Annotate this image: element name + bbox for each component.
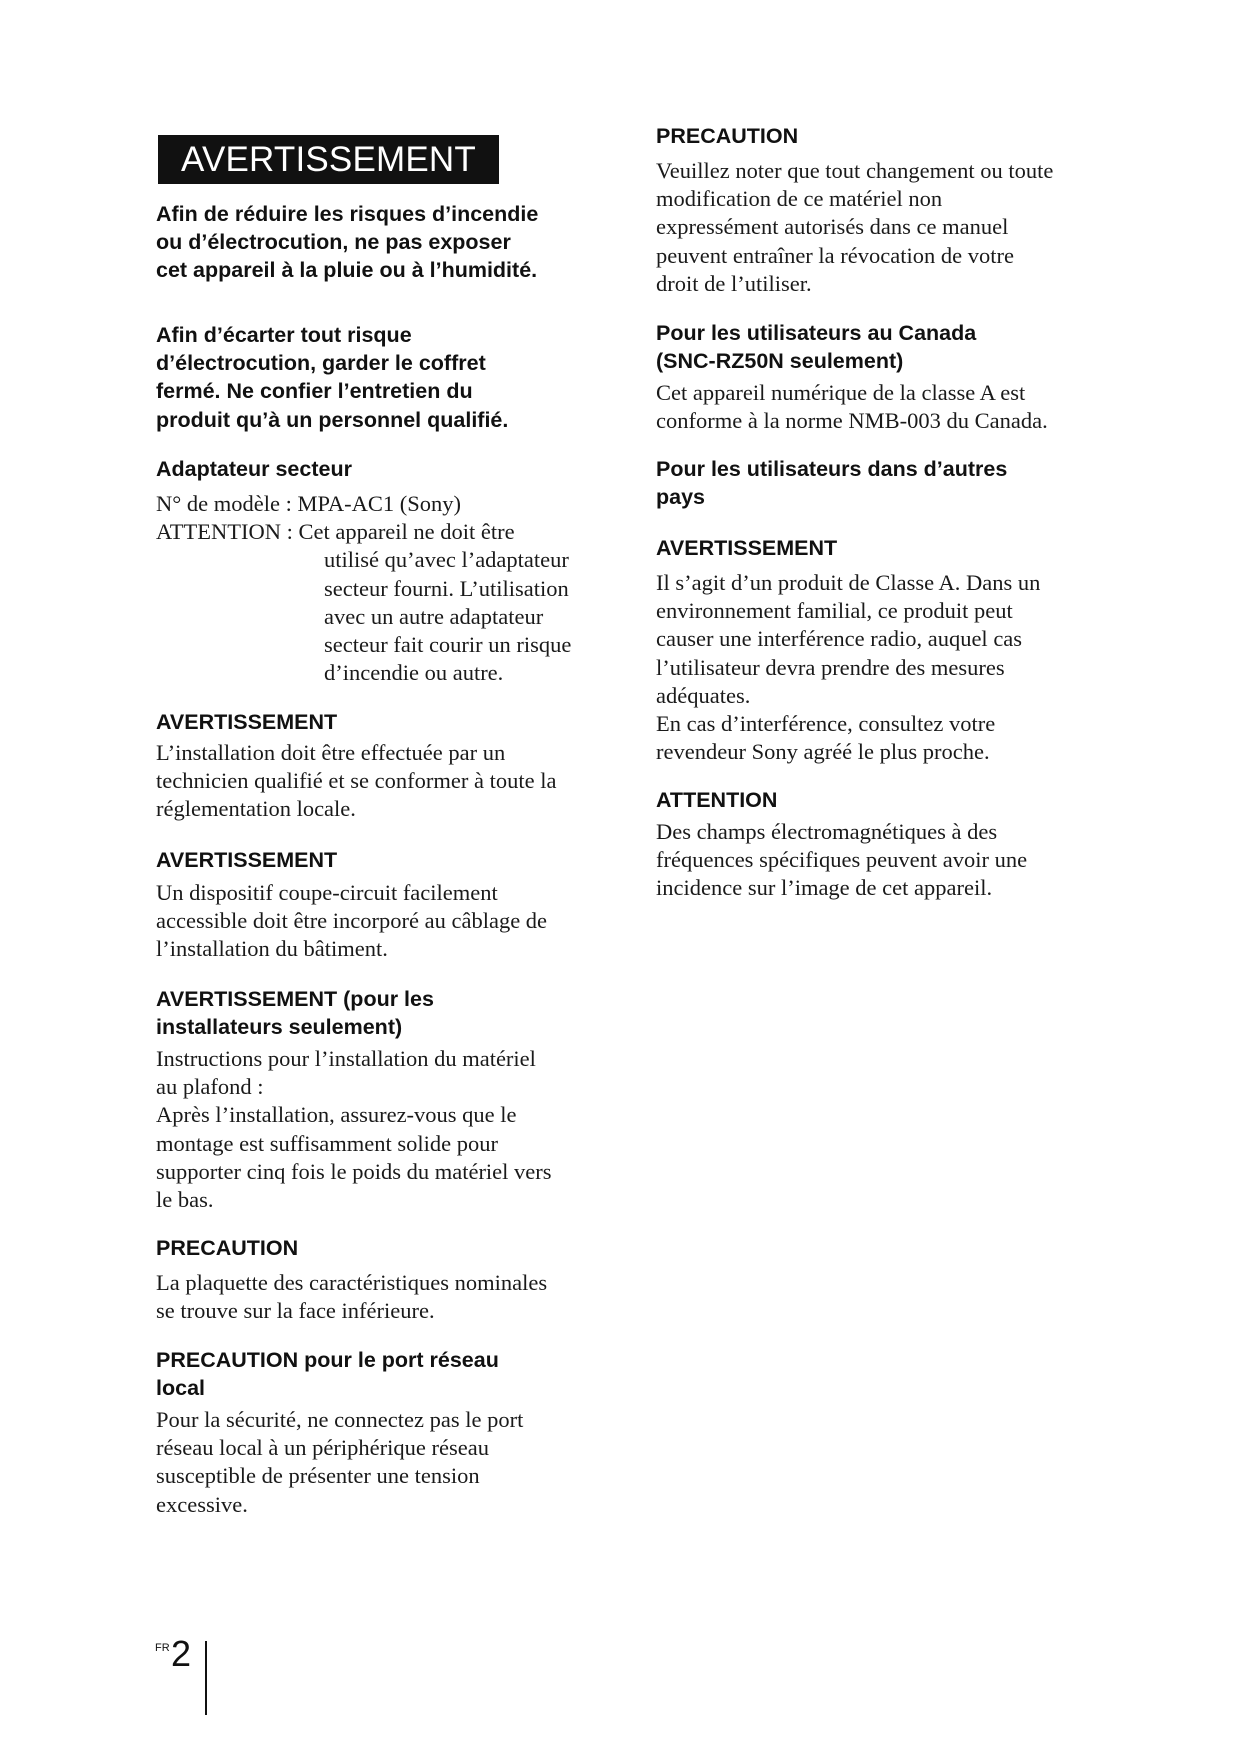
text-line: La plaquette des caractéristiques nominales [156, 1270, 548, 1295]
heading-line: local [156, 1376, 205, 1401]
modification-heading: PRECAUTION [656, 124, 799, 148]
class-a-warning-heading: AVERTISSEMENT [656, 536, 838, 560]
text-line: adéquates. [656, 682, 751, 708]
adapter-model-line: N° de modèle : MPA-AC1 (Sony) [156, 491, 462, 516]
heading-line: Pour les utilisateurs dans d’autres [656, 457, 1008, 481]
text-line: revendeur Sony agréé le plus proche. [656, 739, 990, 765]
canada-heading [656, 319, 976, 375]
intro-line: fermé. Ne confier l’entretien du [156, 379, 473, 404]
text-line: Il s’agit d’un produit de Classe A. Dans un [656, 570, 1041, 595]
intro-warning [156, 200, 538, 285]
installer-warning-heading [156, 985, 434, 1041]
intro-line: ou d’électrocution, ne pas exposer [156, 230, 511, 255]
canada-text [656, 379, 1048, 435]
text-line: droit de l’utiliser. [656, 270, 812, 296]
adapter-attention-line: ATTENTION : Cet appareil ne doit être [156, 519, 515, 545]
text-line: Après l’installation, assurez-vous que le [156, 1102, 517, 1128]
text-line: utilisé qu’avec l’adaptateur [324, 547, 569, 573]
installation-warning-text [156, 739, 556, 824]
intro-line: Afin de réduire les risques d’incendie [156, 202, 539, 226]
page-number: 2 [171, 1633, 192, 1674]
text-line: L’installation doit être effectuée par un [156, 740, 506, 765]
lan-port-text [156, 1406, 523, 1519]
text-line: réglementation locale. [156, 796, 356, 822]
heading-line: PRECAUTION pour le port réseau [156, 1348, 499, 1372]
text-line: supporter cinq fois le poids du matériel vers [156, 1158, 552, 1184]
text-line: technicien qualifié et se conformer à toute la [156, 768, 557, 794]
class-a-warning-text [656, 569, 1040, 766]
text-line: Des champs électromagnétiques à des [656, 819, 998, 844]
heading-line: pays [656, 485, 706, 510]
text-line: avec un autre adaptateur [324, 603, 544, 629]
text-line: l’utilisateur devra prendre des mesures [656, 654, 1005, 680]
rating-plate-text [156, 1269, 547, 1325]
text-line: modification de ce matériel non [656, 186, 943, 212]
text-line: se trouve sur la face inférieure. [156, 1298, 435, 1324]
heading-line: (SNC-RZ50N seulement) [656, 349, 904, 374]
text-line: montage est suffisamment solide pour [156, 1130, 499, 1156]
text-line: conforme à la norme NMB-003 du Canada. [656, 408, 1048, 434]
text-line: Pour la sécurité, ne connectez pas le port [156, 1407, 524, 1432]
text-line: excessive. [156, 1491, 248, 1517]
text-line: d’incendie ou autre. [324, 660, 504, 686]
intro-line: Afin d’écarter tout risque [156, 323, 412, 347]
text-line: causer une interférence radio, auquel cas [656, 626, 1023, 652]
text-line: En cas d’interférence, consultez votre [656, 711, 996, 737]
page-language-tag: FR [155, 1642, 170, 1654]
text-line: réseau local à un périphérique réseau [156, 1435, 489, 1461]
text-line: au plafond : [156, 1074, 264, 1100]
intro-service-warning [156, 321, 508, 434]
text-line: le bas. [156, 1187, 214, 1213]
text-line: Veuillez noter que tout changement ou toute [656, 158, 1054, 183]
other-countries-heading [656, 455, 1007, 511]
intro-line: produit qu’à un personnel qualifié. [156, 407, 509, 432]
breaker-warning-text [156, 879, 547, 964]
text-line: accessible doit être incorporé au câblage de [156, 908, 548, 934]
text-line: secteur fait courir un risque [324, 632, 572, 657]
text-line: susceptible de présenter une tension [156, 1463, 480, 1489]
adapter-attention-continuation [156, 546, 571, 687]
intro-line: cet appareil à la pluie ou à l’humidité. [156, 258, 538, 283]
text-line: secteur fourni. L’utilisation [324, 575, 569, 601]
page-title: AVERTISSEMENT [158, 135, 499, 184]
breaker-warning-heading: AVERTISSEMENT [156, 848, 338, 872]
text-line: peuvent entraîner la révocation de votre [656, 242, 1014, 268]
text-line: Cet appareil numérique de la classe A est [656, 380, 1026, 405]
intro-line: d’électrocution, garder le coffret [156, 351, 486, 376]
installation-warning-heading: AVERTISSEMENT [156, 710, 338, 734]
text-line: Instructions pour l’installation du matériel [156, 1046, 536, 1071]
heading-line: AVERTISSEMENT (pour les [156, 987, 434, 1011]
heading-line: Pour les utilisateurs au Canada [656, 321, 977, 345]
heading-line: installateurs seulement) [156, 1015, 403, 1040]
text-line: expressément autorisés dans ce manuel [656, 214, 1009, 240]
rating-plate-heading: PRECAUTION [156, 1236, 299, 1260]
text-line: l’installation du bâtiment. [156, 936, 388, 962]
text-line: environnement familial, ce produit peut [656, 598, 1013, 624]
adapter-heading: Adaptateur secteur [156, 457, 352, 481]
page-number-rule [205, 1641, 207, 1715]
lan-port-heading [156, 1346, 499, 1402]
modification-text [656, 157, 1053, 298]
emf-attention-text [656, 818, 1027, 903]
emf-attention-heading: ATTENTION [656, 788, 778, 812]
installer-warning-text [156, 1045, 552, 1214]
text-line: fréquences spécifiques peuvent avoir une [656, 847, 1028, 873]
text-line: incidence sur l’image de cet appareil. [656, 875, 993, 901]
text-line: Un dispositif coupe-circuit facilement [156, 880, 498, 905]
